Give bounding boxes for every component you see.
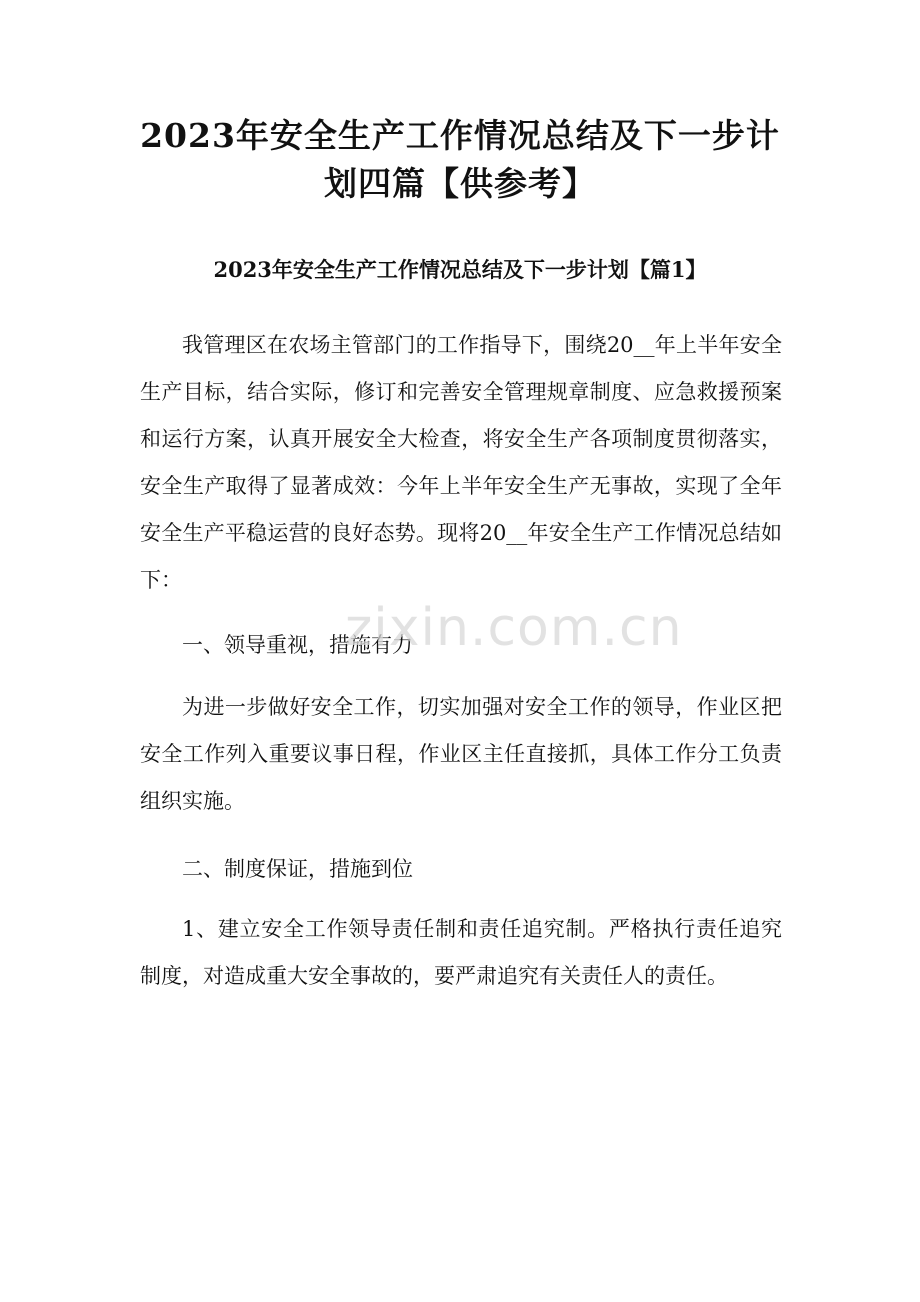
document-title <box>120 112 800 208</box>
paragraph-2: 为进一步做好安全工作，切实加强对安全工作的领导，作业区把安全工作列入重要议事日程，作业区主任直接抓，具体工作分工负责组织实施。 <box>140 695 782 813</box>
watermark: zixin.com.cn <box>345 598 683 658</box>
title-line-2: 划四篇【供参考】 <box>324 164 596 203</box>
paragraph-3: 1、建立安全工作领导责任制和责任追究制。严格执行责任追究制度，对造成重大安全事故的，要严肃追究有关责任人的责任。 <box>140 917 782 988</box>
paragraph-1: 我管理区在农场主管部门的工作指导下，围绕20__年上半年安全生产目标，结合实际，修订和完善安全管理规章制度、应急救援预案和运行方案，认真开展安全大检查，将安全生产各项制度贯彻落实，安全生产取得了显著成效：今年上半年安全生产无事故，实现了全年安全生产平稳运营的良好态势。现将20__年安全生产工作情况总结如下： <box>140 333 782 592</box>
subheading-2: 二、制度保证，措施到位 <box>182 857 413 881</box>
section-heading: 2023年安全生产工作情况总结及下一步计划【篇1】 <box>213 257 707 282</box>
subheading-1: 一、领导重视，措施有力 <box>182 633 413 657</box>
title-line-1: 2023年安全生产工作情况总结及下一步计 <box>140 116 780 155</box>
